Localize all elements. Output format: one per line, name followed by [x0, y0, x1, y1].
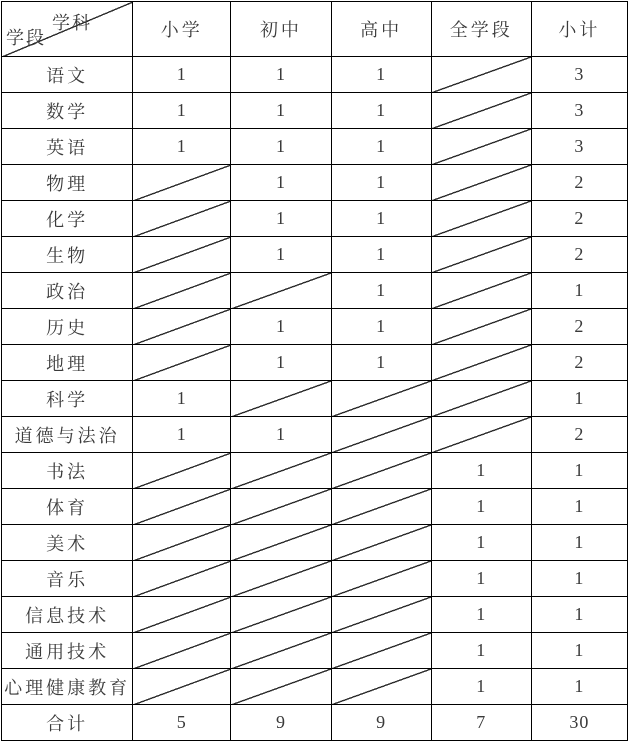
count-cell: 1: [231, 417, 331, 453]
empty-diagonal-cell: [331, 597, 431, 633]
subject-label: 生物: [2, 237, 133, 273]
subject-label: 化学: [2, 201, 133, 237]
subject-label: 英语: [2, 129, 133, 165]
count-cell: 30: [531, 705, 627, 741]
count-cell: 3: [531, 129, 627, 165]
count-cell: 1: [133, 381, 231, 417]
count-cell: 1: [231, 309, 331, 345]
count-cell: 2: [531, 309, 627, 345]
count-cell: 1: [331, 57, 431, 93]
column-header-senior: 高中: [331, 2, 431, 57]
column-header-primary: 小学: [133, 2, 231, 57]
empty-diagonal-cell: [133, 489, 231, 525]
table-row: [2, 201, 628, 237]
subject-label: 体育: [2, 489, 133, 525]
empty-diagonal-cell: [231, 381, 331, 417]
count-cell: 9: [331, 705, 431, 741]
table-row: [2, 561, 628, 597]
count-cell: 1: [133, 57, 231, 93]
count-cell: 9: [231, 705, 331, 741]
corner-header-cell: [2, 2, 133, 57]
count-cell: 3: [531, 93, 627, 129]
count-cell: 1: [331, 345, 431, 381]
empty-diagonal-cell: [331, 453, 431, 489]
corner-label-subject: 学科: [52, 13, 92, 33]
count-cell: 2: [531, 201, 627, 237]
empty-diagonal-cell: [231, 489, 331, 525]
subject-label: 音乐: [2, 561, 133, 597]
count-cell: 1: [531, 561, 627, 597]
table-row: [2, 381, 628, 417]
table-row: [2, 417, 628, 453]
count-cell: 1: [431, 453, 531, 489]
count-cell: 1: [531, 525, 627, 561]
empty-diagonal-cell: [431, 273, 531, 309]
count-cell: 2: [531, 165, 627, 201]
count-cell: 1: [231, 345, 331, 381]
count-cell: 1: [331, 309, 431, 345]
count-cell: 5: [133, 705, 231, 741]
empty-diagonal-cell: [431, 309, 531, 345]
empty-diagonal-cell: [133, 561, 231, 597]
table-row: [2, 237, 628, 273]
empty-diagonal-cell: [331, 669, 431, 705]
subject-stage-table: [1, 1, 628, 741]
count-cell: 1: [231, 57, 331, 93]
table-row: [2, 309, 628, 345]
table-row: [2, 525, 628, 561]
empty-diagonal-cell: [331, 417, 431, 453]
count-cell: 2: [531, 417, 627, 453]
count-cell: 1: [531, 669, 627, 705]
count-cell: 1: [331, 165, 431, 201]
subject-label: 科学: [2, 381, 133, 417]
count-cell: 1: [331, 129, 431, 165]
subject-label: 地理: [2, 345, 133, 381]
table-body: [2, 57, 628, 741]
empty-diagonal-cell: [431, 345, 531, 381]
subject-label: 信息技术: [2, 597, 133, 633]
header-row: [2, 2, 628, 57]
count-cell: 7: [431, 705, 531, 741]
count-cell: 1: [331, 93, 431, 129]
table-row: [2, 93, 628, 129]
empty-diagonal-cell: [231, 597, 331, 633]
column-header-subtotal: 小计: [531, 2, 627, 57]
empty-diagonal-cell: [431, 165, 531, 201]
column-header-junior: 初中: [231, 2, 331, 57]
empty-diagonal-cell: [133, 237, 231, 273]
table-row: [2, 57, 628, 93]
count-cell: 1: [431, 525, 531, 561]
empty-diagonal-cell: [231, 525, 331, 561]
count-cell: 1: [531, 597, 627, 633]
empty-diagonal-cell: [133, 453, 231, 489]
empty-diagonal-cell: [231, 633, 331, 669]
count-cell: 1: [531, 453, 627, 489]
count-cell: 1: [231, 129, 331, 165]
count-cell: 1: [431, 489, 531, 525]
count-cell: 1: [431, 633, 531, 669]
count-cell: 1: [231, 165, 331, 201]
table-row: [2, 165, 628, 201]
empty-diagonal-cell: [331, 561, 431, 597]
empty-diagonal-cell: [331, 633, 431, 669]
empty-diagonal-cell: [431, 417, 531, 453]
total-label: 合计: [2, 705, 133, 741]
empty-diagonal-cell: [431, 93, 531, 129]
subject-label: 物理: [2, 165, 133, 201]
subject-label: 心理健康教育: [2, 669, 133, 705]
empty-diagonal-cell: [431, 381, 531, 417]
subject-label: 语文: [2, 57, 133, 93]
empty-diagonal-cell: [133, 309, 231, 345]
subject-label: 历史: [2, 309, 133, 345]
empty-diagonal-cell: [431, 57, 531, 93]
empty-diagonal-cell: [231, 453, 331, 489]
count-cell: 1: [531, 633, 627, 669]
empty-diagonal-cell: [331, 381, 431, 417]
count-cell: 1: [331, 201, 431, 237]
subject-label: 数学: [2, 93, 133, 129]
table-row: [2, 345, 628, 381]
count-cell: 3: [531, 57, 627, 93]
empty-diagonal-cell: [431, 129, 531, 165]
table-row: [2, 453, 628, 489]
empty-diagonal-cell: [133, 669, 231, 705]
count-cell: 1: [431, 597, 531, 633]
table-row: [2, 489, 628, 525]
count-cell: 2: [531, 237, 627, 273]
subject-label: 政治: [2, 273, 133, 309]
subject-label: 道德与法治: [2, 417, 133, 453]
count-cell: 1: [431, 669, 531, 705]
empty-diagonal-cell: [133, 525, 231, 561]
count-cell: 1: [431, 561, 531, 597]
empty-diagonal-cell: [133, 633, 231, 669]
subject-label: 书法: [2, 453, 133, 489]
count-cell: 1: [133, 129, 231, 165]
table-row: [2, 129, 628, 165]
empty-diagonal-cell: [231, 273, 331, 309]
empty-diagonal-cell: [431, 201, 531, 237]
count-cell: 1: [531, 381, 627, 417]
corner-label-stage: 学段: [6, 28, 46, 48]
subject-label: 美术: [2, 525, 133, 561]
count-cell: 1: [231, 237, 331, 273]
count-cell: 1: [133, 93, 231, 129]
count-cell: 1: [231, 93, 331, 129]
count-cell: 1: [231, 201, 331, 237]
table-row: [2, 669, 628, 705]
empty-diagonal-cell: [231, 561, 331, 597]
count-cell: 1: [531, 489, 627, 525]
empty-diagonal-cell: [431, 237, 531, 273]
empty-diagonal-cell: [331, 489, 431, 525]
empty-diagonal-cell: [133, 345, 231, 381]
empty-diagonal-cell: [331, 525, 431, 561]
count-cell: 1: [331, 237, 431, 273]
count-cell: 1: [133, 417, 231, 453]
count-cell: 1: [331, 273, 431, 309]
empty-diagonal-cell: [133, 165, 231, 201]
count-cell: 1: [531, 273, 627, 309]
table-row: [2, 273, 628, 309]
empty-diagonal-cell: [133, 273, 231, 309]
empty-diagonal-cell: [133, 597, 231, 633]
subject-label: 通用技术: [2, 633, 133, 669]
total-row: [2, 705, 628, 741]
column-header-all-stages: 全学段: [431, 2, 531, 57]
table-row: [2, 597, 628, 633]
empty-diagonal-cell: [133, 201, 231, 237]
empty-diagonal-cell: [231, 669, 331, 705]
count-cell: 2: [531, 345, 627, 381]
table-row: [2, 633, 628, 669]
